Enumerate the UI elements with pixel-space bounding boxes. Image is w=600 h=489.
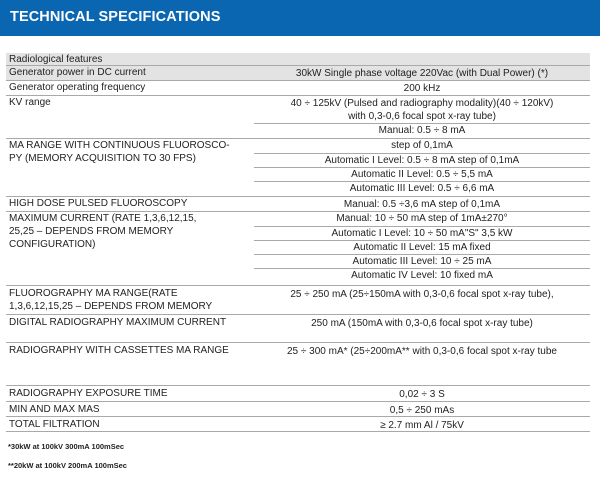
table-row — [6, 315, 590, 343]
row-label: MAXIMUM CURRENT (RATE 1,3,6,12,15, 25,25 – DEPENDS FROM MEMORY CONFIGURATION) — [9, 213, 197, 250]
row-value: 200 kHz — [403, 83, 441, 94]
spec-table — [6, 53, 590, 432]
row-value: 25 ÷ 250 mA (25÷150mA with 0,3-0,6 focal spot x-ray tube), — [290, 289, 554, 300]
table-row — [6, 402, 590, 417]
header-banner — [0, 0, 600, 36]
row-value: 250 mA (150mA with 0,3-0,6 focal spot x-ray tube) — [311, 318, 533, 329]
table-row — [6, 53, 590, 66]
row-label: KV range — [9, 97, 51, 108]
table-row — [6, 197, 590, 212]
row-value: Automatic II Level: 15 mA fixed — [254, 240, 590, 254]
row-value: Manual: 10 ÷ 50 mA step of 1mA±270° — [336, 213, 508, 224]
row-value: Automatic I Level: 10 ÷ 50 mA"S" 3,5 kW — [254, 226, 590, 240]
table-row — [6, 212, 590, 286]
row-label: DIGITAL RADIOGRAPHY MAXIMUM CURRENT — [9, 317, 227, 328]
row-value: Manual: 0.5 ÷ 8 mA — [254, 123, 590, 137]
row-label: MIN AND MAX MAS — [9, 404, 100, 415]
row-value: 0,5 ÷ 250 mAs — [389, 405, 455, 416]
row-label: Generator operating frequency — [9, 82, 146, 93]
row-value: Automatic III Level: 0.5 ÷ 6,6 mA — [254, 181, 590, 195]
row-label: Generator power in DC current — [9, 67, 146, 78]
row-value: 30kW Single phase voltage 220Vac (with Dual Power) (*) — [295, 68, 549, 79]
footnote: *30kW at 100kV 300mA 100mSec — [8, 442, 125, 451]
table-row — [6, 96, 590, 139]
row-value: ≥ 2.7 mm Al / 75kV — [380, 420, 464, 431]
row-value: 0,02 ÷ 3 S — [399, 389, 445, 400]
table-row — [6, 139, 590, 197]
row-label: Radiological features — [9, 54, 103, 65]
page-title: TECHNICAL SPECIFICATIONS — [10, 9, 221, 25]
row-value: Automatic I Level: 0.5 ÷ 8 mA step of 0,1mA — [254, 153, 590, 167]
table-row — [6, 81, 590, 96]
row-value: 40 ÷ 125kV (Pulsed and radiography modality)(40 ÷ 120kV) with 0,3-0,6 focal spot x-ray tube) — [290, 98, 554, 122]
table-row — [6, 66, 590, 81]
table-row — [6, 386, 590, 402]
row-label: MA RANGE WITH CONTINUOUS FLUOROSCO- PY (MEMORY ACQUISITION TO 30 FPS) — [9, 140, 230, 164]
row-value: Automatic II Level: 0.5 ÷ 5,5 mA — [254, 167, 590, 181]
row-value — [254, 53, 590, 65]
row-value: Automatic IV Level: 10 fixed mA — [254, 268, 590, 282]
row-label: HIGH DOSE PULSED FLUOROSCOPY — [9, 198, 188, 209]
table-row — [6, 343, 590, 386]
row-value: 25 ÷ 300 mA* (25÷200mA** with 0,3-0,6 focal spot x-ray tube — [286, 346, 557, 357]
footnote: **20kW at 100kV 200mA 100mSec — [8, 461, 127, 470]
footnotes — [8, 442, 127, 470]
row-label: TOTAL FILTRATION — [9, 419, 100, 430]
table-row — [6, 286, 590, 315]
row-value: Manual: 0.5 ÷3,6 mA step of 0,1mA — [343, 199, 501, 210]
table-row — [6, 417, 590, 432]
row-label: RADIOGRAPHY WITH CASSETTES MA RANGE — [9, 345, 229, 356]
row-label: FLUOROGRAPHY MA RANGE(RATE 1,3,6,12,15,25 – DEPENDS FROM MEMORY — [9, 288, 213, 312]
row-value: step of 0,1mA — [391, 140, 453, 151]
row-label: RADIOGRAPHY EXPOSURE TIME — [9, 388, 168, 399]
row-value: Automatic III Level: 10 ÷ 25 mA — [254, 254, 590, 268]
